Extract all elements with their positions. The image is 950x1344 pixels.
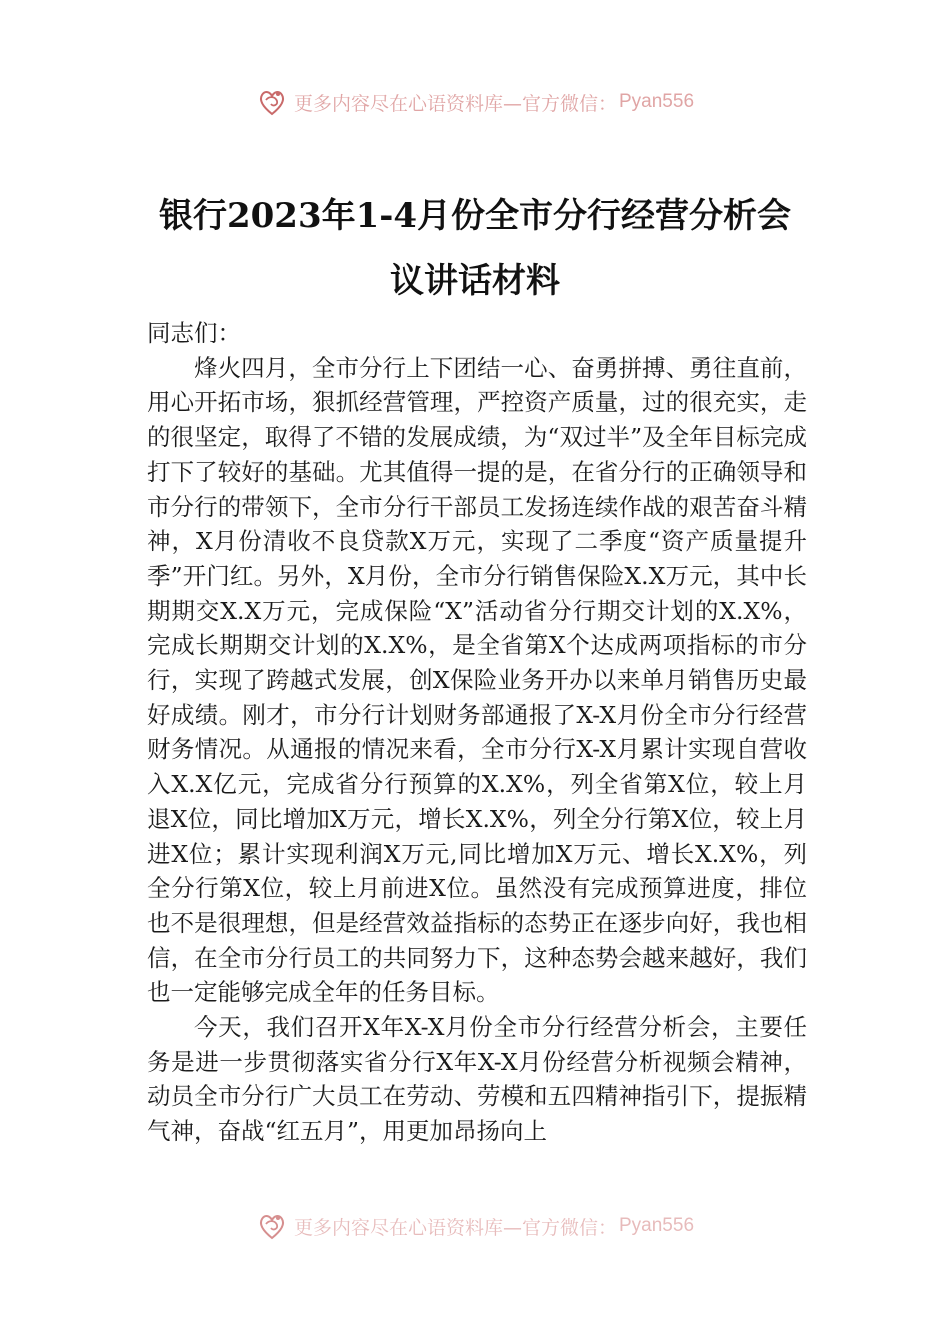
watermark-text: 更多内容尽在心语资料库—官方微信： xyxy=(293,92,617,115)
document-title-line-1: 银行2023年1-4月份全市分行经营分析会 xyxy=(158,196,792,236)
paragraph-2: 今天，我们召开X年X-X月份全市分行经营分析会，主要任务是进一步贯彻落实省分行X年X-X月份经营分析视频会精神，动员全市分行广大员工在劳动、劳模和五四精神指引下，提振精气神，奋战“红五月”，用更加昂扬向上 xyxy=(147,1013,807,1146)
heart-swirl-logo-icon xyxy=(256,1210,288,1242)
watermark-header xyxy=(0,82,950,122)
paragraph-1: 烽火四月，全市分行上下团结一心、奋勇拼搏、勇往直前，用心开拓市场，狠抓经营管理，严控资产质量，过的很充实，走的很坚定，取得了不错的发展成绩，为“双过半”及全年目标完成打下了较好的基础。尤其值得一提的是，在省分行的正确领导和市分行的带领下，全市分行干部员工发扬连续作战的艰苦奋斗精神，X月份清收不良贷款X万元，实现了二季度“资产质量提升季”开门红。另外，X月份，全市分行销售保险X.X万元，其中长期期交X.X万元，完成保险“X”活动省分行期交计划的X.X%，完成长期期交计划的X.X%，是全省第X个达成两项指标的市分行，实现了跨越式发展，创X保险业务开办以来单月销售历史最好成绩。刚才，市分行计划财务部通报了X-X月份全市分行经营财务情况。从通报的情况来看，全市分行X-X月累计实现自营收入X.X亿元，完成省分行预算的X.X%，列全省第X位，较上月退X位，同比增加X万元，增长X.X%，列全分行第X位，较上月进X位；累计实现利润X万元,同比增加X万元、增长X.X%，列全分行第X位，较上月前进X位。虽然没有完成预算进度，排位也不是很理想，但是经营效益指标的态势正在逐步向好，我也相信，在全市分行员工的共同努力下，这种态势会越来越好，我们也一定能够完成全年的任务目标。 xyxy=(147,353,807,1007)
document-body xyxy=(147,316,807,1149)
document-title-line-2: 议讲话材料 xyxy=(390,261,560,301)
watermark-text: 更多内容尽在心语资料库—官方微信： xyxy=(293,1216,617,1239)
salutation: 同志们： xyxy=(147,319,241,347)
watermark-wechat-id: Pyan556 xyxy=(619,1215,695,1236)
watermark-wechat-id: Pyan556 xyxy=(619,91,695,112)
heart-swirl-logo-icon xyxy=(256,86,288,118)
watermark-footer xyxy=(0,1206,950,1246)
